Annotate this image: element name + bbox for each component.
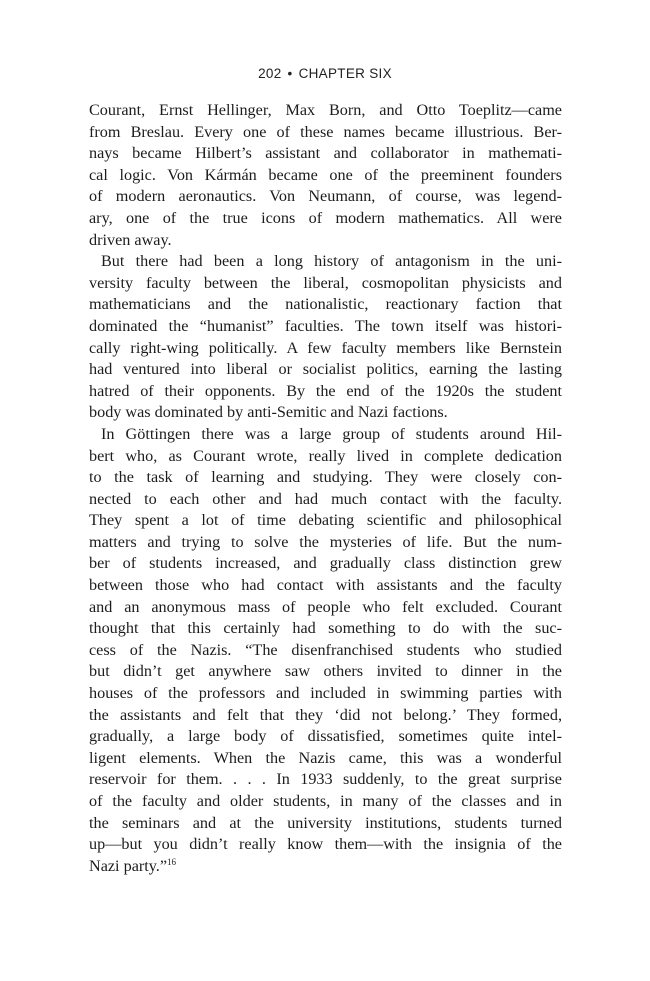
text-line: houses of the professors and included in swimming parties with	[89, 684, 562, 703]
paragraph	[89, 424, 562, 877]
text-line: gradually, a large body of dissatisfied, sometimes quite intel-	[89, 727, 562, 746]
page-number: 202	[258, 66, 282, 81]
text-line: mathematicians and the nationalistic, reactionary faction that	[89, 295, 562, 314]
text-line: driven away.	[89, 230, 172, 249]
text-line: of modern aeronautics. Von Neumann, of course, was legend-	[89, 187, 562, 206]
text-line: of the faculty and older students, in many of the classes and in	[89, 792, 562, 810]
text-line: thought that this certainly had something to do with the suc-	[89, 619, 562, 638]
text-line: up—but you didn’t really know them—with the insignia of the	[89, 835, 562, 854]
text-line: nected to each other and had much contact with the faculty.	[89, 489, 562, 508]
text-line: cal logic. Von Kármán became one of the preeminent founders	[89, 165, 562, 184]
text-line: to the task of learning and studying. They were closely con-	[89, 468, 562, 487]
text-line: hatred of their opponents. By the end of the 1920s the student	[89, 381, 562, 400]
header-bullet: •	[287, 66, 293, 81]
text-line: bert who, as Courant wrote, really lived in complete dedication	[89, 446, 562, 465]
text-line: the seminars and at the university institutions, students turned	[89, 813, 562, 832]
text-line: Courant, Ernst Hellinger, Max Born, and Otto Toeplitz—came	[89, 101, 562, 119]
paragraph	[89, 251, 562, 424]
chapter-title: CHAPTER SIX	[298, 66, 392, 81]
text-line: dominated the “humanist” faculties. The town itself was histori-	[89, 316, 562, 335]
text-line: cess of the Nazis. “The disenfranchised students who studied	[89, 640, 562, 659]
text-line: versity faculty between the liberal, cosmopolitan physicists and	[89, 273, 562, 292]
text-line: had ventured into liberal or socialist politics, earning the lasting	[89, 360, 562, 379]
text-line: from Breslau. Every one of these names became illustrious. Ber-	[89, 122, 562, 141]
text-line: In Göttingen there was a large group of students around Hil-	[101, 424, 562, 443]
running-header	[0, 66, 650, 81]
text-line: and an anonymous mass of people who felt excluded. Courant	[89, 597, 562, 616]
text-line: cally right-wing politically. A few faculty members like Bernstein	[89, 338, 562, 357]
text-line: But there had been a long history of antagonism in the uni-	[101, 252, 562, 271]
body-text	[89, 100, 562, 877]
footnote-ref: 16	[167, 856, 177, 867]
text-line: Nazi party.”$^{16}$	[89, 856, 177, 875]
text-line: body was dominated by anti-Semitic and Nazi factions.	[89, 403, 448, 422]
text-line: matters and trying to solve the mysteries of life. But the num-	[89, 532, 562, 551]
text-line: They spent a lot of time debating scientific and philosophical	[89, 511, 562, 530]
text-line: ligent elements. When the Nazis came, this was a wonderful	[89, 748, 562, 767]
text-line: ber of students increased, and gradually class distinction grew	[89, 554, 562, 573]
text-line: nays became Hilbert’s assistant and collaborator in mathemati-	[89, 144, 562, 163]
paragraph	[89, 100, 562, 251]
text-line: ary, one of the true icons of modern mathematics. All were	[89, 208, 562, 227]
text-line: reservoir for them. . . . In 1933 suddenly, to the great surprise	[89, 770, 562, 789]
text-line: the assistants and felt that they ‘did not belong.’ They formed,	[89, 705, 562, 724]
text-line: between those who had contact with assistants and the faculty	[89, 576, 562, 595]
text-line: but didn’t get anywhere saw others invited to dinner in the	[89, 662, 562, 681]
